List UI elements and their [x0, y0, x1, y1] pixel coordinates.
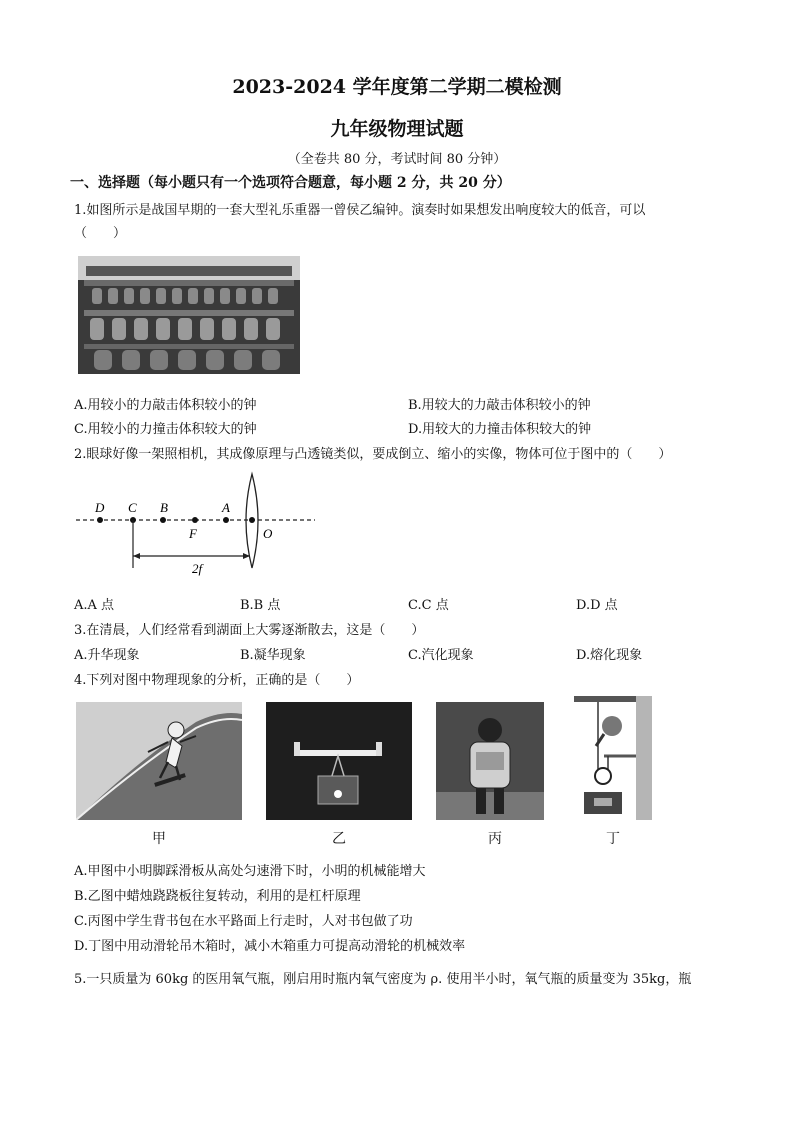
q1-option-c: C.用较小的力撞击体积较大的钟 [74, 422, 257, 437]
figure-caption-bing: 丙 [488, 831, 502, 847]
q3-option-d: D.熔化现象 [576, 648, 643, 663]
point-a-label: A [222, 500, 230, 515]
lens-diagram [70, 470, 320, 580]
figure-caption-ding: 丁 [606, 831, 620, 847]
q3-option-a: A.升华现象 [74, 648, 140, 663]
question-2-text: 2.眼球好像一架照相机，其成像原理与凸透镜类似，要成倒立、缩小的实像，物体可位于图中的（ ） [74, 447, 672, 462]
figure-caption-yi: 乙 [332, 831, 346, 847]
question-1-text: 1.如图所示是战国早期的一套大型礼乐重器一曾侯乙编钟。演奏时如果想发出响度较大的低音，可以 [74, 203, 646, 218]
q1-option-d: D.用较大的力撞击体积较大的钟 [408, 422, 592, 437]
focus-f-label: F [189, 526, 197, 541]
section-heading: 一、选择题（每小题只有一个选项符合题意，每小题 2 分，共 20 分） [70, 175, 511, 191]
skateboard-figure [76, 702, 242, 820]
exam-subject: 九年级物理试题 [330, 118, 464, 140]
figure-caption-jia: 甲 [152, 831, 166, 847]
question-1-blank: （ ） [74, 226, 127, 241]
q2-option-c: C.C 点 [408, 598, 449, 613]
q4-option-c: C.丙图中学生背书包在水平路面上行走时，人对书包做了功 [74, 914, 413, 929]
q4-option-d: D.丁图中用动滑轮吊木箱时，减小木箱重力可提高动滑轮的机械效率 [74, 939, 466, 954]
question-4-text: 4.下列对图中物理现象的分析，正确的是（ ） [74, 673, 360, 688]
exam-note: （全卷共 80 分，考试时间 80 分钟） [287, 152, 507, 167]
point-d-label: D [95, 500, 105, 515]
q3-option-b: B.凝华现象 [240, 648, 306, 663]
q2-option-d: D.D 点 [576, 598, 618, 613]
point-c-label: C [128, 500, 137, 515]
q4-option-a: A.甲图中小明脚踩滑板从高处匀速滑下时，小明的机械能增大 [74, 864, 426, 879]
q4-option-b: B.乙图中蜡烛跷跷板往复转动，利用的是杠杆原理 [74, 889, 361, 904]
backpack-student-figure [436, 702, 544, 820]
bianzhong-photo [78, 256, 300, 374]
question-5-text: 5.一只质量为 60kg 的医用氧气瓶，刚启用时瓶内氧气密度为 ρ. 使用半小时，氧气瓶的质量变为 35kg，瓶 [74, 972, 692, 987]
two-f-label: 2f [192, 561, 203, 576]
question-3-text: 3.在清晨，人们经常看到湖面上大雾逐渐散去，这是（ ） [74, 623, 425, 638]
point-b-label: B [160, 500, 168, 515]
q3-option-c: C.汽化现象 [408, 648, 474, 663]
q1-option-b: B.用较大的力敲击体积较小的钟 [408, 398, 591, 413]
q1-option-a: A.用较小的力敲击体积较小的钟 [74, 398, 257, 413]
q2-option-a: A.A 点 [74, 598, 115, 613]
q2-option-b: B.B 点 [240, 598, 281, 613]
candle-seesaw-figure [266, 702, 412, 820]
optical-center-o-label: O [263, 526, 273, 541]
exam-title: 2023-2024 学年度第二学期二模检测 [232, 76, 562, 98]
pulley-crate-figure [574, 696, 652, 820]
